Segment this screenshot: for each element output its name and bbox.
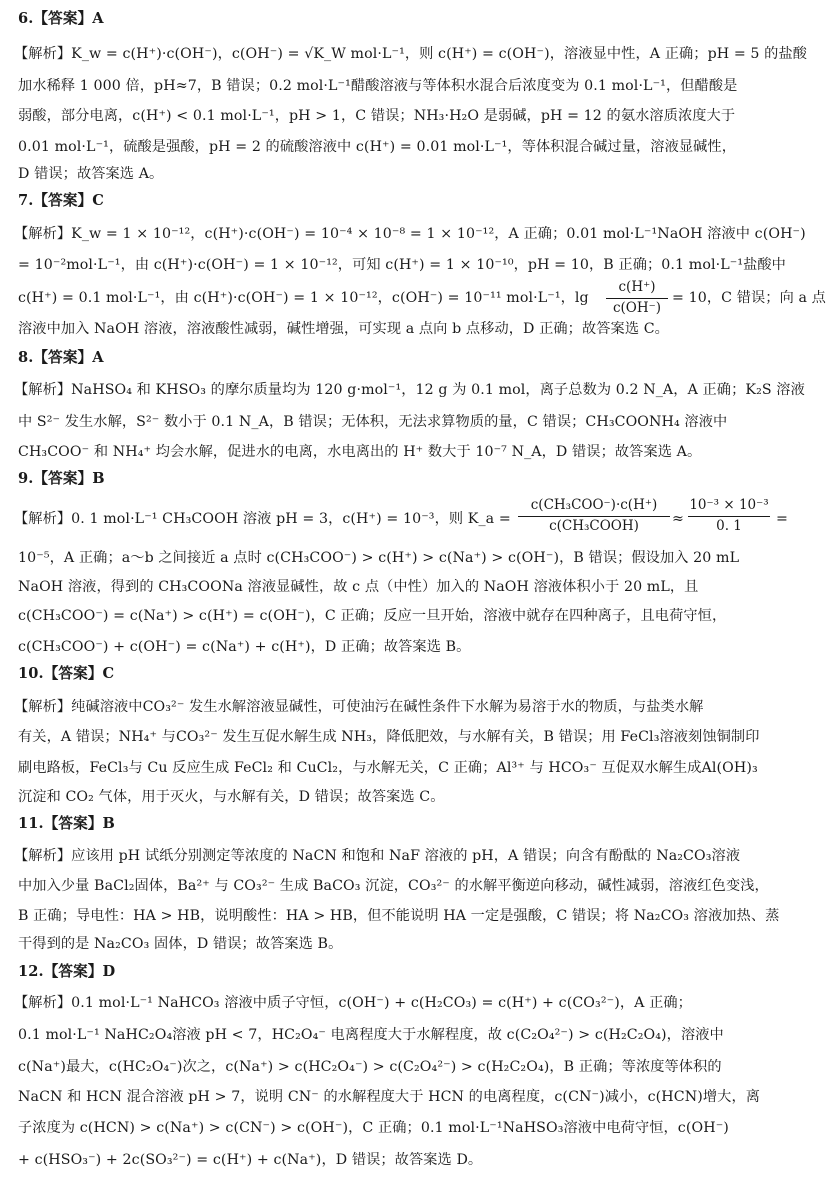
explanation-line: 【解析】纯碱溶液中CO₃²⁻ 发生水解溶液显碱性，可使油污在碱性条件下水解为易溶于水的物质，与盐类水解	[14, 699, 704, 715]
question-header: 10.【答案】C	[18, 665, 115, 682]
fraction-bar	[518, 516, 670, 517]
question-header: 6.【答案】A	[18, 10, 104, 27]
approx-sign: ≈	[672, 511, 684, 527]
fraction-denominator: c(OH⁻)	[612, 300, 662, 316]
explanation-line: c(CH₃COO⁻) + c(OH⁻) = c(Na⁺) + c(H⁺)，D 正确；故答案选 B。	[18, 639, 471, 655]
question-header: 9.【答案】B	[18, 470, 105, 487]
explanation-line: 0.1 mol·L⁻¹ NaHC₂O₄溶液 pH < 7，HC₂O₄⁻ 电离程度大于水解程度，故 c(C₂O₄²⁻) > c(H₂C₂O₄)，溶液中	[18, 1027, 724, 1043]
explanation-line: 沉淀和 CO₂ 气体，用于灭火，与水解有关，D 错误；故答案选 C。	[18, 789, 445, 805]
explanation-line: 【解析】应该用 pH 试纸分别测定等浓度的 NaCN 和饱和 NaF 溶液的 pH，A 错误；向含有酚酞的 Na₂CO₃溶液	[14, 848, 741, 864]
fraction-bar	[606, 298, 668, 299]
explanation-line: 【解析】0.1 mol·L⁻¹ NaHCO₃ 溶液中质子守恒，c(OH⁻) + c(H₂CO₃) = c(H⁺) + c(CO₃²⁻)，A 正确；	[14, 995, 692, 1011]
explanation-line: 子浓度为 c(HCN) > c(Na⁺) > c(CN⁻) > c(OH⁻)，C 正确；0.1 mol·L⁻¹NaHSO₃溶液中电荷守恒，c(OH⁻)	[18, 1120, 729, 1136]
explanation-line: NaCN 和 HCN 混合溶液 pH > 7，说明 CN⁻ 的水解程度大于 HCN 的电离程度，c(CN⁻)减小，c(HCN)增大，离	[18, 1089, 761, 1105]
explanation-line: 【解析】K_w = 1 × 10⁻¹²，c(H⁺)·c(OH⁻) = 10⁻⁴ × 10⁻⁸ = 1 × 10⁻¹²，A 正确；0.01 mol·L⁻¹NaOH 溶液中 c(OH⁻)	[14, 226, 806, 242]
explanation-line: CH₃COO⁻ 和 NH₄⁺ 均会水解，促进水的电离，水电离出的 H⁺ 数大于 10⁻⁷ N_A，D 错误；故答案选 A。	[18, 444, 702, 460]
explanation-line: 0.01 mol·L⁻¹，硫酸是强酸，pH = 2 的硫酸溶液中 c(H⁺) = 0.01 mol·L⁻¹，等体积混合碱过量，溶液显碱性，	[18, 139, 737, 155]
question-header: 11.【答案】B	[18, 815, 115, 832]
explanation-line: 中 S²⁻ 发生水解，S²⁻ 数小于 0.1 N_A，B 错误；无体积，无法求算物质的量，C 错误；CH₃COONH₄ 溶液中	[18, 414, 728, 430]
explanation-line: 【解析】NaHSO₄ 和 KHSO₃ 的摩尔质量均为 120 g·mol⁻¹，12 g 为 0.1 mol，离子总数为 0.2 N_A，A 正确；K₂S 溶液	[14, 382, 805, 398]
explanation-line: + c(HSO₃⁻) + 2c(SO₃²⁻) = c(H⁺) + c(Na⁺)，D 错误；故答案选 D。	[18, 1152, 483, 1168]
ratio-fraction	[606, 279, 668, 317]
fraction-bar	[688, 516, 770, 517]
explanation-line: 【解析】0. 1 mol·L⁻¹ CH₃COOH 溶液 pH = 3，c(H⁺) = 10⁻³，则 K_a =	[14, 511, 511, 527]
question-header: 8.【答案】A	[18, 349, 104, 366]
fraction-denominator: c(CH₃COOH)	[549, 518, 639, 534]
explanation-line: NaOH 溶液，得到的 CH₃COONa 溶液显碱性，故 c 点（中性）加入的 NaOH 溶液体积小于 20 mL，且	[18, 579, 699, 595]
question-header: 7.【答案】C	[18, 192, 104, 209]
explanation-line: c(CH₃COO⁻) = c(Na⁺) > c(H⁺) = c(OH⁻)，C 正确；反应一旦开始，溶液中就存在四种离子，且电荷守恒，	[18, 608, 727, 624]
fraction-numerator: c(H⁺)	[618, 279, 656, 295]
explanation-line: = 10⁻²mol·L⁻¹，由 c(H⁺)·c(OH⁻) = 1 × 10⁻¹²，可知 c(H⁺) = 1 × 10⁻¹⁰，pH = 10，B 正确；0.1 mol·L⁻¹盐酸中	[18, 257, 786, 273]
explanation-line: 弱酸，部分电离，c(H⁺) < 0.1 mol·L⁻¹，pH > 1，C 错误；NH₃·H₂O 是弱碱，pH = 12 的氨水溶质浓度大于	[18, 108, 736, 124]
explanation-line-tail: = 10，C 错误；向 a 点	[672, 290, 826, 306]
fraction-numerator: 10⁻³ × 10⁻³	[689, 497, 769, 513]
explanation-line: c(H⁺) = 0.1 mol·L⁻¹，由 c(H⁺)·c(OH⁻) = 1 × 10⁻¹²，c(OH⁻) = 10⁻¹¹ mol·L⁻¹，lg	[18, 290, 589, 306]
explanation-line: 中加入少量 BaCl₂固体，Ba²⁺ 与 CO₃²⁻ 生成 BaCO₃ 沉淀，CO₃²⁻ 的水解平衡逆向移动，碱性减弱，溶液红色变浅，	[18, 878, 769, 894]
explanation-line: c(Na⁺)最大，c(HC₂O₄⁻)次之，c(Na⁺) > c(HC₂O₄⁻) > c(C₂O₄²⁻) > c(H₂C₂O₄)，B 正确；等浓度等体积的	[18, 1059, 722, 1075]
explanation-line: 有关，A 错误；NH₄⁺ 与CO₃²⁻ 发生互促水解生成 NH₃，降低肥效，与水解有关，B 错误；用 FeCl₃溶液刻蚀铜制印	[18, 729, 760, 745]
explanation-line: B 正确；导电性：HA > HB，说明酸性：HA > HB，但不能说明 HA 一定是强酸，C 错误；将 Na₂CO₃ 溶液加热、蒸	[18, 908, 780, 924]
explanation-line: 刷电路板，FeCl₃与 Cu 反应生成 FeCl₂ 和 CuCl₂，与水解无关，C 正确；Al³⁺ 与 HCO₃⁻ 互促双水解生成Al(OH)₃	[18, 760, 758, 776]
explanation-line: 干得到的是 Na₂CO₃ 固体，D 错误；故答案选 B。	[18, 936, 343, 952]
equals-sign: =	[776, 511, 788, 527]
question-header: 12.【答案】D	[18, 963, 116, 980]
fraction-denominator: 0. 1	[716, 518, 742, 534]
explanation-line: 【解析】K_w = c(H⁺)·c(OH⁻)，c(OH⁻) = √K_W mol·L⁻¹，则 c(H⁺) = c(OH⁻)，溶液显中性，A 正确；pH = 5 的盐酸	[14, 46, 808, 62]
fraction-numerator: c(CH₃COO⁻)·c(H⁺)	[530, 497, 658, 513]
value-fraction	[688, 497, 770, 535]
explanation-line: 10⁻⁵，A 正确；a～b 之间接近 a 点时 c(CH₃COO⁻) > c(H⁺) > c(Na⁺) > c(OH⁻)，B 错误；假设加入 20 mL	[18, 550, 740, 566]
explanation-line: 加水稀释 1 000 倍，pH≈7，B 错误；0.2 mol·L⁻¹醋酸溶液与等体积水混合后浓度变为 0.1 mol·L⁻¹，但醋酸是	[18, 78, 738, 94]
explanation-line: D 错误；故答案选 A。	[18, 166, 164, 182]
ka-fraction	[518, 497, 670, 535]
explanation-line: 溶液中加入 NaOH 溶液，溶液酸性减弱，碱性增强，可实现 a 点向 b 点移动，D 正确；故答案选 C。	[18, 321, 669, 337]
